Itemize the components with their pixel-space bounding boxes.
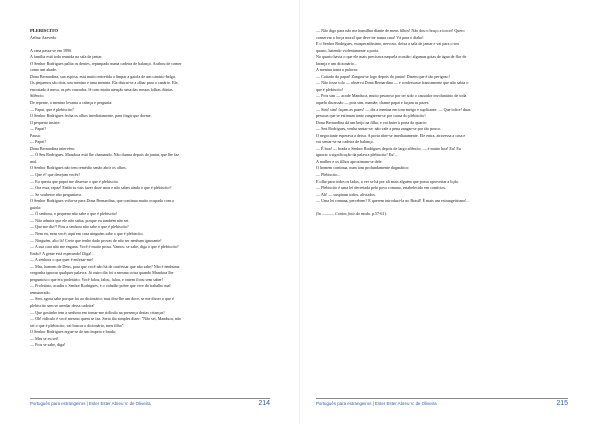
text-line: que é plebiscito! xyxy=(316,86,344,92)
text-line: — Ó Seu Rodrigues, Manduca está lhe chamando. Não durma depois do jantar, que lhe faz xyxy=(30,152,179,158)
text-line: plebiscito sem se arredar dessa cadeira! xyxy=(30,302,95,308)
text-line: — Papai, que é plebiscito? xyxy=(30,106,74,112)
text-line: — Ninguém, alto lá! Creio que tenho dado provas de não ser nenhum ignorante! xyxy=(30,237,162,243)
text-line: — Não admira que ele não saiba, porque eu também não sei. xyxy=(30,217,130,223)
text-line: — Que me diz?! Pois a senhora não sabe o que é plebiscito? xyxy=(30,224,129,230)
right-text-column xyxy=(316,28,568,218)
text-line: O pequeno insiste: xyxy=(30,119,61,125)
left-footer xyxy=(30,398,270,408)
text-line: O Senhor Rodrigues não tem remédio senão abrir os olhos. xyxy=(30,165,127,171)
page-number: 215 xyxy=(556,400,568,407)
text-line: encostado à mesa, os pés cruzados, lê com muita atenção uma das nossas folhas diárias. xyxy=(30,86,174,92)
text-line: O Senhor Rodrigues fecha os olhos imediatamente, para fingir que dorme. xyxy=(30,113,152,119)
text-line: — Mas se eu sei! xyxy=(30,335,59,341)
text-line: remunerado. xyxy=(30,289,51,295)
text-line: perguntou o que era proletário. Você falou, falou, falou, e ontem ficou sem saber! xyxy=(30,276,164,282)
left-text-column xyxy=(30,28,272,349)
footer-book-title: Português para estrangeiros | Ester Ester Abreu V. de Oliveira xyxy=(316,401,437,406)
right-page xyxy=(300,0,600,424)
text-line: gaiola: xyxy=(30,204,42,210)
text-line: O homem continua, num tom profundamente dogmático: xyxy=(316,165,410,171)
footer-rule xyxy=(30,398,270,399)
text-line: E o Senhor Rodrigues, exasperadíssimo, nervoso, deixa a sala de jantar e vai para o seu xyxy=(316,41,460,47)
text-line: — Eu queria que papai me dissesse o que é plebiscito. xyxy=(30,178,119,184)
text-line: laranja e um dicionário... xyxy=(316,60,357,66)
text-line: Os pequenos são dois, um menino e uma menina. Ela distrai-se a olhar para o canário. Ele, xyxy=(30,80,179,86)
text-line: No quarto havia o que ele mais precisava naquela ocasião: algumas gotas de água de flor de xyxy=(316,54,467,60)
left-body xyxy=(30,41,272,349)
text-line: ignorar a significação da palavra plebiscito! Eu!... xyxy=(316,152,398,158)
text-line: De repente, o menino levanta a cabeça e pergunta: xyxy=(30,100,113,106)
story-title: PLEBISCITO xyxy=(30,28,58,33)
text-line: O Senhor Rodrigues volta-se para Dona Bernardina, que continua muito ocupada com a xyxy=(30,198,174,204)
text-line: — Sim! sim! façam as pazes! — diz a menina em tom meigo e suplicante. — Que tolice! duas xyxy=(316,106,471,112)
text-line: — A sua cara não me engana. Você é muito prosa. Vamos: se sabe, diga o que é plebiscito? xyxy=(30,244,179,250)
text-line: Silêncio. xyxy=(30,93,45,99)
text-line: Dona Bernardina dá um beijo na filha, e vai bater à porta do quarto: xyxy=(316,119,427,125)
text-line: — Coitado do papai! Zangou-se logo depois do jantar! Dizem que é tão perigoso! xyxy=(316,73,450,79)
right-footer xyxy=(316,398,568,408)
footer-book-title: Português para estrangeiros | Ester Ester Abreu V. de Oliveira xyxy=(30,401,151,406)
text-line: (In ——— Contos fora da moda. p.57-61). xyxy=(316,211,387,217)
text-line: mal. xyxy=(30,158,38,164)
text-line: — Plebiscito é uma lei decretada pelo povo romano, estabelecido em comícios. xyxy=(316,185,446,191)
text-line: Então? A gente está esperando! Diga!... xyxy=(30,250,95,256)
text-line: O negociante esperava a deixa. A porta abre-se imediatamente. Ele entra, atravessa a casa e xyxy=(316,132,466,138)
text-line: — Sim, agora sabe porque foi ao dicionário; mas dou-lhe um doce, se me disser o que é xyxy=(30,296,174,302)
text-line: — Ó senhora, o pequeno não sabe o que é plebiscito! xyxy=(30,211,118,217)
text-line: como um abade. xyxy=(30,67,57,73)
text-line: — Plebiscito... xyxy=(316,172,341,178)
text-line: O Senhor Rodrigues ergue-se de um ímpeto e brada: xyxy=(30,329,116,335)
text-line: Pausa: xyxy=(30,132,41,138)
text-line: conservar a força moral que deve ter numa casa! Vá para o diabo! xyxy=(316,34,424,40)
text-line: vergonha ignorar qualquer palavra. Já outro dia foi a mesma coisa quando Manduca lhe xyxy=(30,270,174,276)
text-line: A menina toma a palavra: xyxy=(316,67,359,73)
text-line: — Papai? xyxy=(30,139,47,145)
text-line: — Pois se sabe, diga! xyxy=(30,342,66,348)
text-line: A família está toda reunida na sala de jantar. xyxy=(30,54,103,60)
text-line: — Nem eu, nem você; aqui em casa ninguém sabe o que é plebiscito. xyxy=(30,230,144,236)
text-line: — Uma lei romana, percebem? E querem introduzi-la no Brasil! É mais um estrangeirismo!... xyxy=(316,198,470,204)
text-line: — Pois sim — acode Manduca, muito pesaroso por ter sido o causador involuntário de toda xyxy=(316,93,467,99)
text-line: — Seu Rodrigues, venha sentar-se; não vale a pena zangar-se por tão pouco. xyxy=(316,126,442,132)
text-line: — Oh! ridículo é você mesmo quem se faz. Seria tão simples dizer: "Não sei, Manduca, não xyxy=(30,316,181,322)
text-line: — Se soubesse não perguntava. xyxy=(30,191,82,197)
page-number: 214 xyxy=(258,400,270,407)
text-line: A cena passa-se em 1890. xyxy=(30,47,73,53)
text-line: — Que é? que desejam vocês? xyxy=(30,172,81,178)
text-line: E olha para todos os lados, a ver se há por ali mais alguém que possa aproveitar a lição. xyxy=(316,178,460,184)
text-line: — É boa! — brada o Senhor Rodrigues depois de largo silêncio; — é muito boa! Eu! Eu xyxy=(316,145,461,151)
text-line: Dona Bernardina, sua esposa, está muito entretida a limpar a gaiola de um canário-belga. xyxy=(30,73,176,79)
text-line: aquela discussão — pois sim, mamãe; chame papai e façam as pazes. xyxy=(316,100,430,106)
text-line: — Ah! — suspiram todos, aliviados. xyxy=(316,191,376,197)
citation-book-title: Contos fora da moda. xyxy=(335,211,371,217)
text-line: pessoas que se estimam tanto zangarem-se por causa do plebiscito! xyxy=(316,113,426,119)
text-line: A mulher e os filhos aproximam-se dele. xyxy=(316,158,383,164)
text-line: — Não digo para não me humilhar diante de meus filhos! Não dou o braço a torcer! Quero xyxy=(316,28,465,33)
text-line: — A senhora o que quer é enfezar-me! xyxy=(30,257,94,263)
text-line: — Papai? xyxy=(30,126,47,132)
text-line: — Mas, homem de Deus, para que você não há de confessar que não sabe? Não é nenhuma xyxy=(30,263,180,269)
text-line: Dona Bernardina intervém: xyxy=(30,145,75,151)
story-author: Arthur Azevedo xyxy=(30,34,57,40)
text-line: O Senhor Rodrigues palita os dentes, repimpado numa cadeira de balanço. Acabou de comer xyxy=(30,60,182,66)
right-body xyxy=(316,28,568,218)
text-line: quarto, batendo violentamente a porta. xyxy=(316,47,379,53)
text-line: — Não fosse tolo — observa Dona Bernardina — e confessasse francamente que não sabia o xyxy=(316,80,469,86)
text-line: sei o que é plebiscito; vai buscar o dicionário, meu filho". xyxy=(30,322,125,328)
text-line: — Que gostinho tem a senhora em tornar-me ridículo na presença destas crianças! xyxy=(30,309,165,315)
text-line: vai sentar-se na cadeira de balanço. xyxy=(316,139,374,145)
text-line: — Proletário, acudiu o Senhor Rodrigues, é o cidadão pobre que vive do trabalho mal xyxy=(30,283,171,289)
text-line: — Ora essa, rapaz! Então tu vais fazer doze anos e não sabes ainda o que é plebiscito? xyxy=(30,185,172,191)
footer-rule xyxy=(316,398,568,399)
